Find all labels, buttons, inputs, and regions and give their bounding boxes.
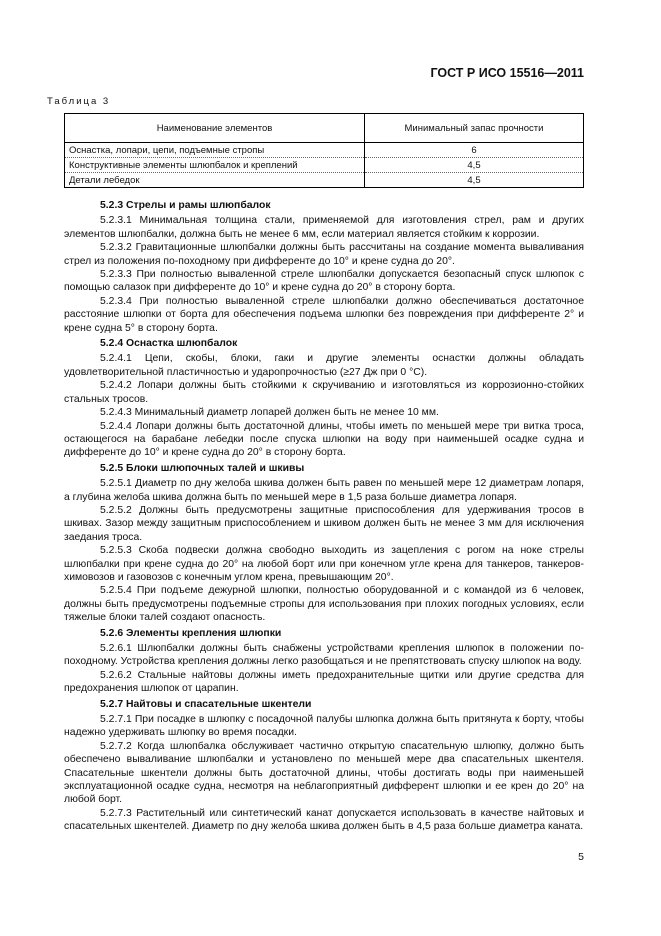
paragraph: 5.2.3.4 При полностью вываленной стреле шлюпбалки должно обеспечиваться достаточное расстояние шлюпки от борта для обеспечения подъема шлюпки без повреждения при дифференте 2° и крене судна 5° в сторону борта. — [64, 295, 584, 334]
table-3 — [64, 113, 584, 188]
paragraph: 5.2.7.1 При посадке в шлюпку с посадочной палубы шлюпка должна быть притянута к борту, чтобы надежно удерживать шлюпку во время посадки. — [64, 714, 584, 739]
paragraph: 5.2.3.3 При полностью вываленной стреле шлюпбалки допускается безопасный спуск шлюпок с помощью салазок при дифференте до 10° и крене судна до 20° в сторону борта. — [64, 269, 584, 294]
table-cell-name: Конструктивные элементы шлюпбалок и креплений — [65, 158, 365, 173]
paragraph: 5.2.6.2 Стальные найтовы должны иметь предохранительные щитки или другие средства для предохранения шлюпок от царапин. — [64, 669, 584, 695]
table-cell-name: Детали лебедок — [65, 173, 365, 188]
paragraph: 5.2.3.2 Гравитационные шлюпбалки должны быть рассчитаны на создание момента вываливания стрел из положения по-походному при дифференте до 10° и крене судна до 20°. — [64, 242, 584, 267]
paragraph: 5.2.7.2 Когда шлюпбалка обслуживает частично открытую спасательную шлюпку, должно быть обеспечено вываливание шлюпбалки и установлено по меньшей мере два спасательных шкентеля. Спасательные шкентели должны быть достаточной длины, чтобы достигать воды при наименьшей эксплуатационной осадке судна, несмотря на неблагоприятный дифферент шлюпки и ее крен до 20° на любой борт. — [64, 740, 584, 806]
paragraph: 5.2.5.4 При подъеме дежурной шлюпки, полностью оборудованной и с командой из 6 человек, должны быть предусмотрены подъемные стропы для использования при плохих погодных условиях, если тяжелые блоки талей создают опасность. — [64, 585, 584, 624]
table-cell-value: 4,5 — [365, 173, 584, 188]
paragraph: 5.2.5.2 Должны быть предусмотрены защитные приспособления для удерживания тросов в шкивах. Зазор между защитным приспособлением и шкивом должен быть не менее 3 мм для исключения заедания троса. — [64, 504, 584, 543]
paragraph: 5.2.4.3 Минимальный диаметр лопарей должен быть не менее 10 мм. — [100, 407, 439, 419]
paragraph: 5.2.3.1 Минимальная толщина стали, применяемой для изготовления стрел, рам и других элементов шлюпбалки, должна быть не менее 6 мм, если материал является стойким к коррозии. — [64, 215, 584, 240]
paragraph: 5.2.5.3 Скоба подвески должна свободно выходить из зацепления с рогом на ноке стрелы шлюпбалки при крене судна до 20° на любой борт или при конечном угле крена для танкеров, танкеров-химовозов и газовозов с конечным углом крена, превышающим 20°. — [64, 545, 584, 583]
section-heading: 5.2.6 Элементы крепления шлюпки — [100, 627, 282, 639]
paragraph: 5.2.4.2 Лопари должны быть стойкими к скручиванию и изготовляться из коррозионно-стойких стальных тросов. — [64, 380, 584, 405]
table-cell-name: Оснастка, лопари, цепи, подъемные стропы — [65, 143, 365, 158]
table-cell-value: 4,5 — [365, 158, 584, 173]
section-heading: 5.2.4 Оснастка шлюпбалок — [100, 338, 238, 350]
table-cell-value: 6 — [365, 143, 584, 158]
table-row — [65, 173, 584, 188]
page-number: 5 — [578, 851, 584, 863]
document-body — [64, 197, 584, 834]
column-header-name: Наименование элементов — [65, 114, 365, 143]
paragraph: 5.2.5.1 Диаметр по дну желоба шкива должен быть равен по меньшей мере 12 диаметрам лопаря, а глубина желоба шкива должна быть по меньшей мере в 1,5 раза больше диаметра лопаря. — [64, 478, 584, 503]
section-heading: 5.2.3 Стрелы и рамы шлюпбалок — [100, 200, 271, 211]
paragraph: 5.2.6.1 Шлюпбалки должны быть снабжены устройствами крепления шлюпок в положении по-походному. Устройства крепления должны легко разобщаться и не препятствовать спуску шлюпок на воду. — [64, 643, 584, 668]
table-row — [65, 143, 584, 158]
paragraph: 5.2.4.1 Цепи, скобы, блоки, гаки и другие элементы оснастки должны обладать удовлетворительной пластичностью и ударопрочностью (≥27 Дж при 0 °С). — [64, 353, 584, 378]
column-header-strength: Минимальный запас прочности — [365, 114, 584, 143]
table-row — [65, 158, 584, 173]
section-heading: 5.2.7 Найтовы и спасательные шкентели — [100, 698, 312, 710]
paragraph: 5.2.4.4 Лопари должны быть достаточной длины, чтобы иметь по меньшей мере три витка троса, остающегося на барабане лебедки после спуска шлюпки на воду при наименьшей осадке судна и дифференте до 10° и крене судна до 20° в сторону борта. — [64, 420, 584, 459]
paragraph: 5.2.7.3 Растительный или синтетический канат допускается использовать в качестве найтовых и спасательных шкентелей. Диаметр по дну желоба шкива должен быть в 4,5 раза больше диаметра каната. — [64, 807, 584, 833]
table-caption: Таблица 3 — [47, 96, 111, 107]
standard-header: ГОСТ Р ИСО 15516—2011 — [430, 66, 584, 80]
section-heading: 5.2.5 Блоки шлюпочных талей и шкивы — [100, 462, 305, 474]
